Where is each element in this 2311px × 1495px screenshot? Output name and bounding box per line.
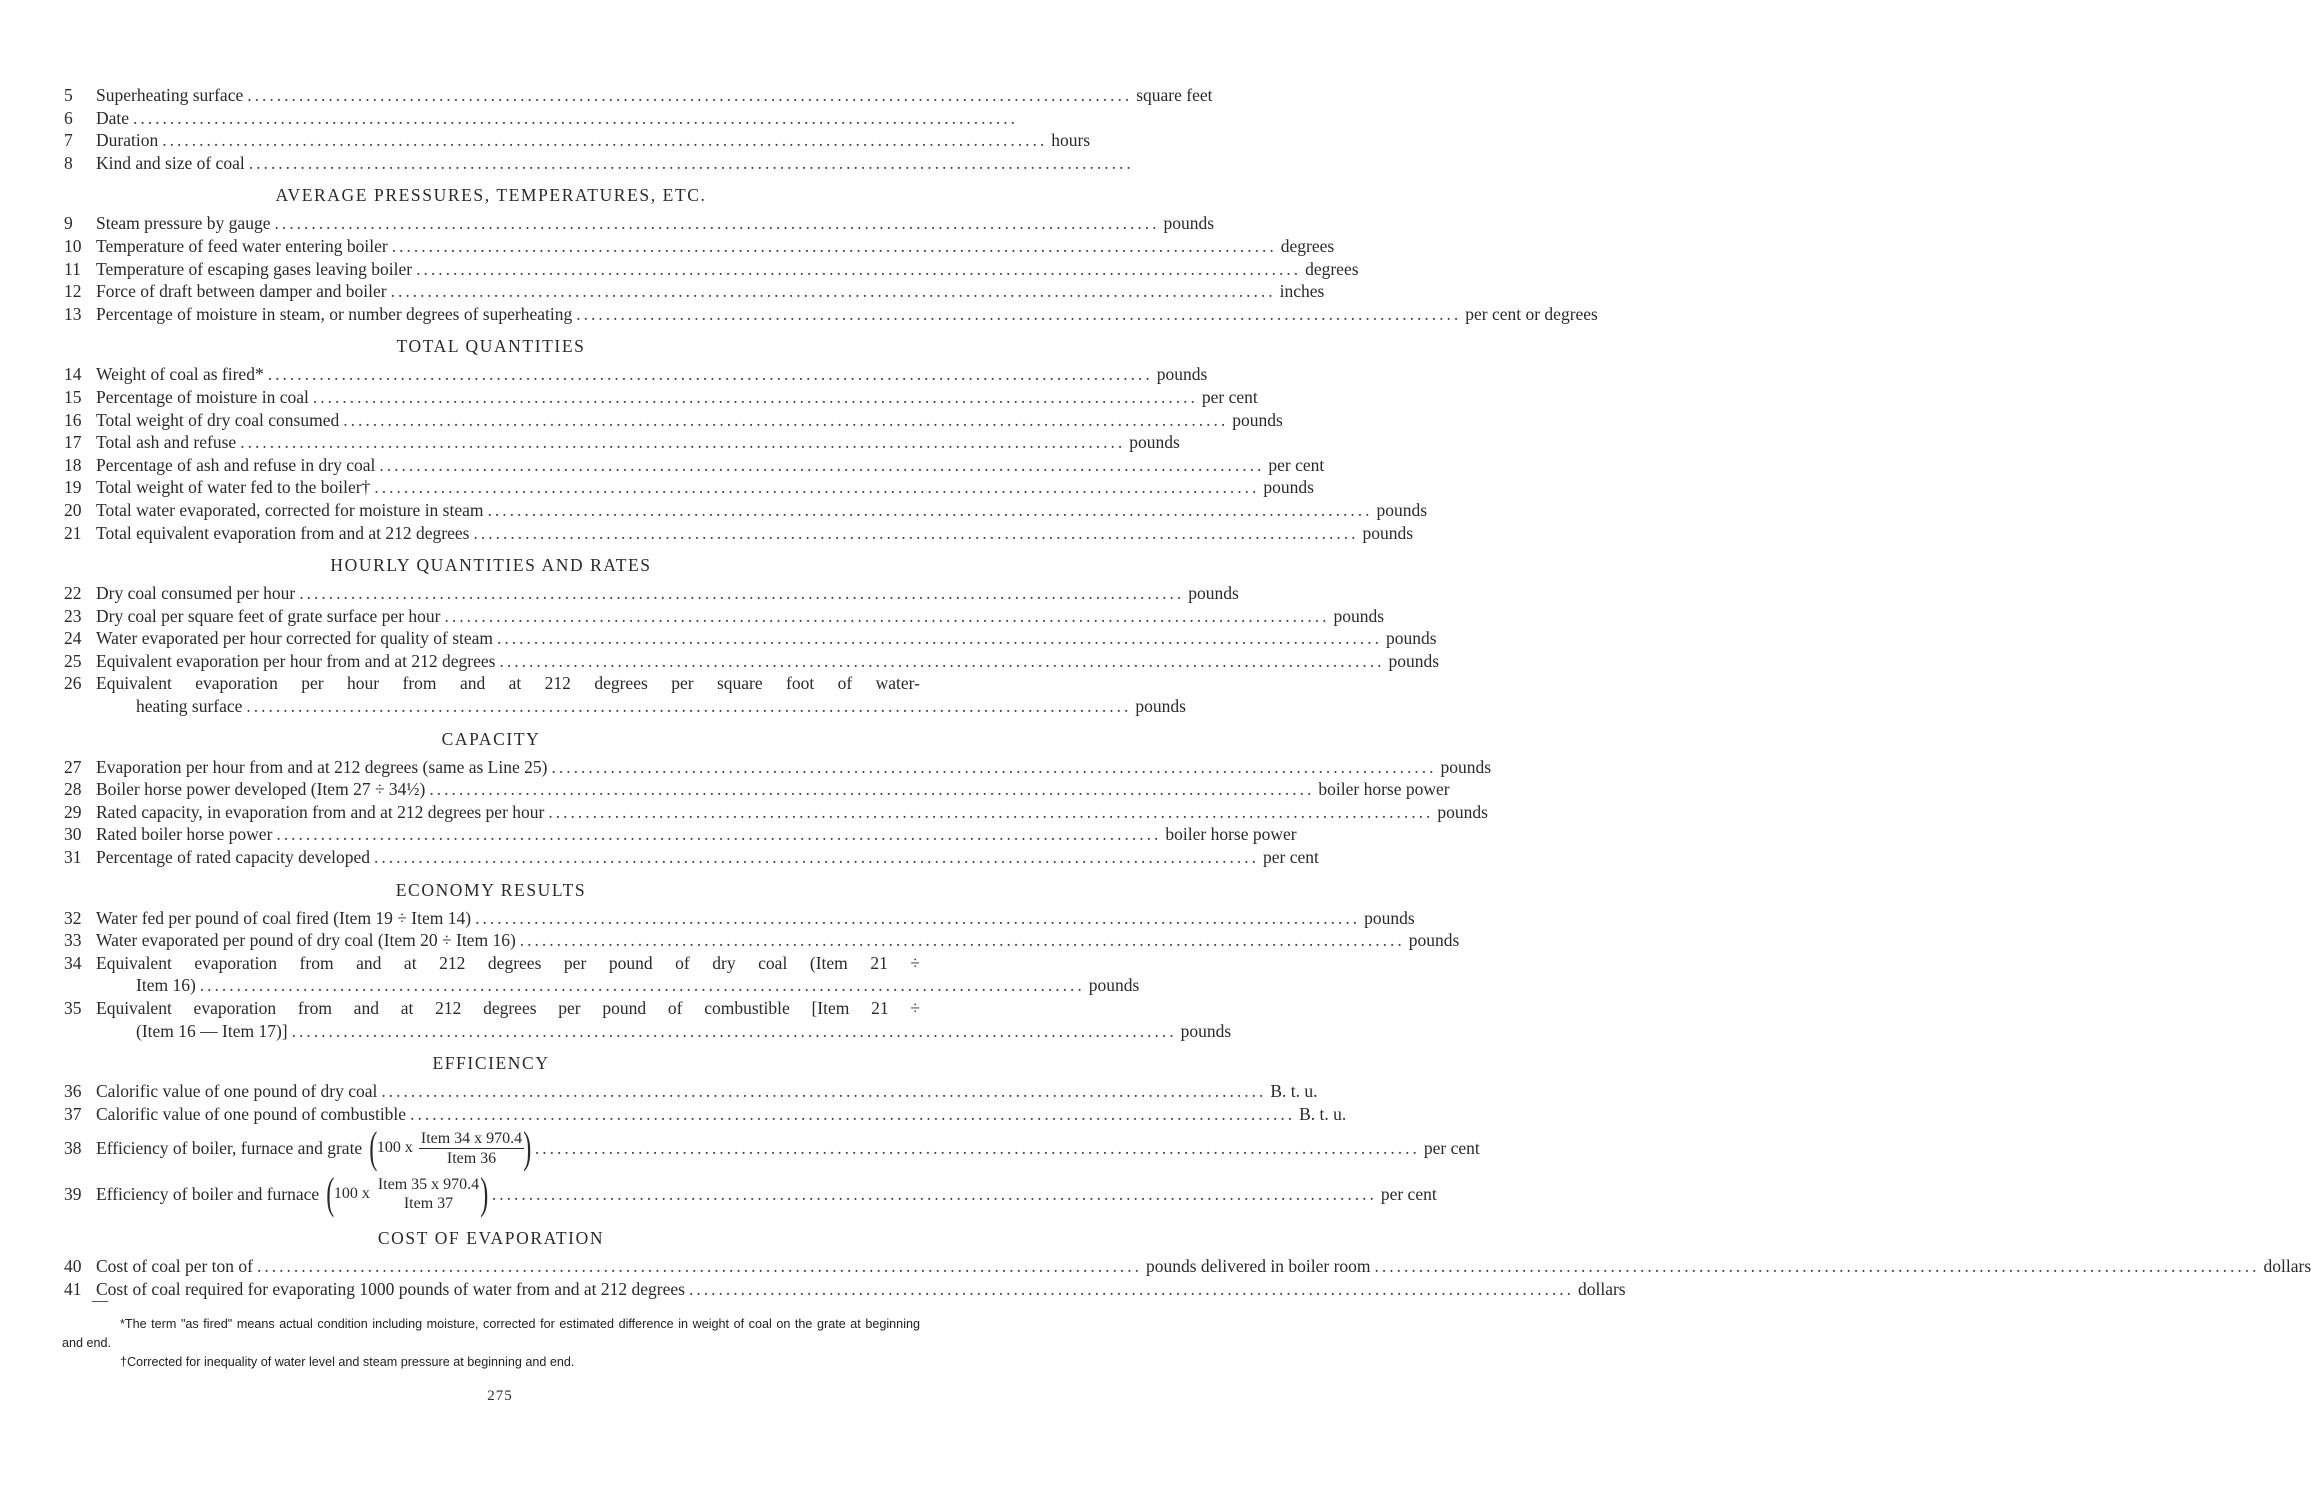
row-label: Item 16): [136, 975, 196, 996]
row-label: Boiler horse power developed (Item 27 ÷ 34½): [96, 779, 426, 800]
row-label: Total weight of dry coal consumed: [96, 409, 340, 430]
row-label: Water fed per pound of coal fired (Item 19 ÷ Item 14): [96, 907, 472, 928]
row-number: 34: [64, 952, 82, 973]
row-unit: pounds: [1163, 213, 1215, 234]
table-row: [62, 129, 1091, 152]
row-number: 20: [64, 499, 82, 520]
leader-dots: ........................................................................................................................: [519, 930, 1405, 951]
row-label: Kind and size of coal: [96, 152, 245, 173]
row-label: Total ash and refuse: [96, 432, 237, 453]
leader-dots: ........................................................................................................................: [133, 107, 1019, 128]
leader-dots: ........................................................................................................................: [299, 583, 1185, 604]
table-row: [62, 672, 920, 695]
formula: [369, 1123, 532, 1173]
row-number: 12: [64, 281, 82, 302]
leader-dots: ........................................................................................................................: [374, 847, 1260, 868]
row-label: Equivalent evaporation from and at 212 degrees per pound of combustible [Item 21 ÷: [96, 998, 920, 1018]
leader-dots: ........................................................................................................................: [487, 499, 1373, 520]
leader-dots: ........................................................................................................................: [162, 130, 1048, 151]
table-row: [62, 258, 1359, 281]
document-page: [62, 84, 2311, 1372]
row-number: 25: [64, 650, 82, 671]
row-unit: boiler horse power: [1318, 779, 1450, 800]
table-row: [62, 846, 1319, 869]
leader-dots: ........................................................................................................................: [390, 281, 1276, 302]
leader-dots: ........................................................................................................................: [548, 801, 1434, 822]
section-heading: CAPACITY: [441, 728, 541, 749]
row-label: Date: [96, 107, 130, 128]
row-label: Temperature of escaping gases leaving boiler: [96, 258, 413, 279]
table-row: [62, 929, 1460, 952]
row-unit: pounds: [1088, 975, 1140, 996]
row-number: 10: [64, 235, 82, 256]
section-heading: COST OF EVAPORATION: [377, 1228, 605, 1249]
row-label: Water evaporated per hour corrected for quality of steam: [96, 628, 494, 649]
leader-dots: ........................................................................................................................: [499, 650, 1385, 671]
table-row: [62, 823, 1297, 846]
row-label: Percentage of ash and refuse in dry coal: [96, 454, 376, 475]
row-unit: per cent or degrees: [1465, 303, 1598, 324]
table-row: [62, 84, 1213, 107]
row-label: heating surface: [136, 696, 243, 717]
table-row: [62, 152, 1134, 175]
leader-dots: ........................................................................................................................: [551, 756, 1437, 777]
row-label: Dry coal per square feet of grate surface per hour: [96, 605, 441, 626]
table-row: [62, 1278, 1626, 1301]
row-number: 11: [64, 258, 81, 279]
table-row: [62, 431, 1180, 454]
table-row: [62, 801, 1488, 824]
leader-dots: ........................................................................................................................: [1374, 1256, 2260, 1277]
leader-dots: ........................................................................................................................: [291, 1020, 1177, 1041]
leader-dots: ........................................................................................................................: [379, 454, 1265, 475]
leader-dots: ........................................................................................................................: [410, 1103, 1296, 1124]
row-label: Equivalent evaporation per hour from and at 212 degrees per square foot of water-: [96, 673, 920, 694]
leader-dots: ........................................................................................................................: [381, 1081, 1267, 1102]
table-row: [62, 499, 1428, 522]
row-label: Calorific value of one pound of dry coal: [96, 1081, 378, 1102]
leader-dots: ........................................................................................................................: [240, 432, 1126, 453]
leader-dots: ........................................................................................................................: [247, 85, 1133, 105]
leader-dots: ........................................................................................................................: [246, 696, 1132, 717]
row-unit: pounds: [1437, 801, 1488, 822]
row-number: 31: [64, 847, 82, 868]
section-cost: [62, 1255, 2311, 1300]
table-row: [62, 107, 1019, 130]
formula-fraction: [419, 1129, 524, 1168]
row-label: Superheating surface: [96, 85, 244, 105]
leader-dots: ........................................................................................................................: [491, 1183, 1377, 1204]
row-label: Evaporation per hour from and at 212 degrees (same as Line 25): [96, 756, 548, 777]
row-unit: pounds: [1333, 605, 1385, 626]
row-number: 41: [64, 1278, 82, 1299]
row-label: (Item 16 — Item 17)]: [136, 1020, 288, 1041]
table-row: [62, 952, 920, 975]
row-label: Cost of coal required for evaporating 1000 pounds of water from and at 212 degrees: [96, 1278, 685, 1299]
leader-dots: ........................................................................................................................: [312, 386, 1198, 407]
row-unit: dollars: [2263, 1256, 2311, 1277]
row-unit: boiler horse power: [1165, 824, 1297, 845]
fraction-numerator: Item 34 x 970.4: [420, 1129, 523, 1147]
row-unit: per cent: [1263, 847, 1319, 868]
leader-dots: ........................................................................................................................: [475, 907, 1361, 928]
formula-fraction: [376, 1175, 481, 1213]
row-label: Temperature of feed water entering boiler: [96, 235, 388, 256]
section-heading: TOTAL QUANTITIES: [396, 336, 586, 357]
row-number: 36: [64, 1081, 82, 1102]
open-paren-glyph: (: [326, 1169, 335, 1219]
close-paren-glyph: ): [523, 1123, 532, 1173]
section-efficiency: [62, 1080, 1480, 1219]
table-row: [62, 1080, 1318, 1103]
leader-dots: ........................................................................................................................: [576, 303, 1462, 324]
row-unit: pounds: [1129, 432, 1180, 453]
row-label: Total weight of water fed to the boiler†: [96, 477, 371, 498]
row-number: 8: [64, 152, 73, 173]
row-unit: pounds: [1135, 696, 1186, 717]
row-unit: per cent: [1268, 454, 1325, 475]
table-row-continuation: [62, 1020, 1232, 1043]
section-heading: ECONOMY RESULTS: [395, 879, 587, 900]
row-number: 29: [64, 801, 82, 822]
row-unit: pounds: [1180, 1020, 1232, 1041]
footnote-rule: [92, 1301, 108, 1302]
row-label: Calorific value of one pound of combustible: [96, 1103, 407, 1124]
table-row: [62, 778, 1450, 801]
page-number: 275: [487, 1388, 513, 1404]
section-capacity: [62, 756, 1491, 869]
row-number: 30: [64, 824, 82, 845]
row-label: Total equivalent evaporation from and at 212 degrees: [96, 522, 470, 543]
table-row: [62, 409, 1283, 432]
section-economy: [62, 907, 1460, 1043]
row-unit: B. t. u.: [1299, 1103, 1347, 1124]
row-unit: pounds: [1188, 583, 1239, 604]
row-number: 32: [64, 907, 82, 928]
row-unit: per cent: [1423, 1137, 1480, 1158]
table-row: [62, 582, 1239, 605]
table-row: [62, 907, 1415, 930]
leader-dots: ........................................................................................................................: [534, 1137, 1420, 1158]
row-label: Equivalent evaporation from and at 212 degrees per pound of dry coal (Item 21 ÷: [96, 952, 920, 973]
table-row: [62, 386, 1258, 409]
row-number: 19: [64, 477, 82, 498]
row-unit: pounds: [1156, 364, 1208, 385]
table-row: [62, 212, 1215, 235]
fraction-denominator: Item 37: [403, 1195, 454, 1213]
table-row: [62, 454, 1325, 477]
row-number: 21: [64, 522, 82, 543]
table-row-formula: [62, 1123, 1480, 1173]
leader-dots: ........................................................................................................................: [267, 364, 1153, 385]
fraction-numerator: Item 35 x 970.4: [377, 1176, 480, 1194]
leader-dots: ........................................................................................................................: [688, 1278, 1574, 1299]
leader-dots: ........................................................................................................................: [497, 628, 1383, 649]
footnotes: [62, 1315, 920, 1372]
table-row: [62, 363, 1208, 386]
section-heading: HOURLY QUANTITIES AND RATES: [330, 555, 652, 576]
formula-prefix: 100 x: [333, 1185, 370, 1203]
row-unit: square feet: [1136, 85, 1213, 105]
row-unit: hours: [1051, 130, 1091, 151]
row-number: 15: [64, 386, 82, 407]
section-total: [62, 363, 1428, 544]
leader-dots: ........................................................................................................................: [374, 477, 1260, 498]
row-unit: pounds: [1263, 477, 1314, 498]
table-row: [62, 1103, 1347, 1126]
close-paren-glyph: ): [480, 1169, 489, 1219]
leader-dots: ........................................................................................................................: [199, 975, 1085, 996]
row-label: Equivalent evaporation per hour from and at 212 degrees: [96, 650, 496, 671]
row-unit: inches: [1279, 281, 1325, 302]
row-label: Percentage of moisture in coal: [96, 386, 309, 407]
section-average: [62, 212, 1598, 325]
leader-dots: ........................................................................................................................: [444, 605, 1330, 626]
row-label: Duration: [96, 130, 159, 151]
row-number: 28: [64, 779, 82, 800]
leader-dots: ........................................................................................................................: [248, 152, 1134, 173]
row-label: Percentage of moisture in steam, or number degrees of superheating: [96, 303, 573, 324]
row-label: Dry coal consumed per hour: [96, 583, 296, 604]
footnote-corrected: †Corrected for inequality of water level and steam pressure at beginning and end.: [120, 1354, 575, 1369]
row-label: Rated boiler horse power: [96, 824, 273, 845]
row-unit: pounds: [1440, 756, 1491, 777]
fraction-denominator: Item 36: [446, 1149, 497, 1167]
row-number: 5: [64, 85, 73, 105]
section-hourly: [62, 582, 1440, 718]
row-number: 9: [64, 213, 73, 234]
section-heading: AVERAGE PRESSURES, TEMPERATURES, ETC.: [275, 185, 707, 206]
row-number: 38: [64, 1137, 82, 1158]
row-unit: degrees: [1280, 235, 1335, 256]
row-label: Water evaporated per pound of dry coal (Item 20 ÷ Item 16): [96, 930, 516, 951]
row-unit: per cent: [1380, 1183, 1437, 1204]
row-unit: pounds: [1362, 522, 1413, 543]
row-number: 13: [64, 303, 82, 324]
leader-dots: ........................................................................................................................: [416, 258, 1302, 279]
section-heading: EFFICIENCY: [432, 1053, 550, 1074]
row-unit: pounds: [1376, 499, 1428, 520]
row-label: Force of draft between damper and boiler: [96, 281, 387, 302]
table-row: [62, 303, 1598, 326]
table-row-continuation: [62, 695, 1186, 718]
row-label-continued: pounds delivered in boiler room: [1145, 1256, 1371, 1277]
row-number: 27: [64, 756, 82, 777]
table-row: [62, 522, 1413, 545]
leader-dots: ........................................................................................................................: [429, 779, 1315, 800]
row-label: Efficiency of boiler, furnace and grate: [96, 1137, 363, 1158]
table-row: [62, 235, 1335, 258]
row-number: 6: [64, 107, 73, 128]
row-number: 35: [64, 998, 82, 1018]
row-number: 23: [64, 605, 82, 626]
leader-dots: ........................................................................................................................: [276, 824, 1162, 845]
row-label: Rated capacity, in evaporation from and at 212 degrees per hour: [96, 801, 545, 822]
row-label: Total water evaporated, corrected for moisture in steam: [96, 499, 484, 520]
leader-dots: ........................................................................................................................: [256, 1256, 1142, 1277]
table-row: [62, 280, 1325, 303]
row-number: 26: [64, 673, 82, 694]
row-number: 33: [64, 930, 82, 951]
row-unit: B. t. u.: [1270, 1081, 1318, 1102]
leader-dots: ........................................................................................................................: [473, 522, 1359, 543]
row-number: 16: [64, 409, 82, 430]
row-unit: degrees: [1305, 258, 1359, 279]
table-row-formula: [62, 1169, 1437, 1219]
table-row: [62, 756, 1491, 779]
row-label: Cost of coal per ton of: [96, 1256, 253, 1277]
row-number: 14: [64, 364, 82, 385]
row-number: 37: [64, 1103, 82, 1124]
rows-top: [62, 84, 1213, 174]
row-number: 7: [64, 130, 73, 151]
row-label: Percentage of rated capacity developed: [96, 847, 371, 868]
row-unit: pounds: [1408, 930, 1460, 951]
row-number: 17: [64, 432, 82, 453]
row-unit: pounds: [1364, 907, 1415, 928]
table-row: [62, 627, 1437, 650]
footnote-as-fired: *The term "as fired" means actual condition including moisture, corrected for estimated difference in weight of coal on the grate at beginning and end.: [62, 1316, 920, 1350]
row-unit: dollars: [1577, 1278, 1626, 1299]
table-row: [62, 1255, 2311, 1278]
row-number: 22: [64, 583, 82, 604]
row-number: 24: [64, 628, 82, 649]
table-row: [62, 997, 920, 1020]
row-label: Efficiency of boiler and furnace: [96, 1183, 320, 1204]
formula: [326, 1169, 489, 1219]
row-number: 39: [64, 1183, 82, 1204]
table-row: [62, 605, 1385, 628]
row-unit: pounds: [1388, 650, 1440, 671]
row-unit: pounds: [1232, 409, 1283, 430]
table-row: [62, 650, 1440, 673]
row-label: Weight of coal as fired*: [96, 364, 264, 385]
leader-dots: ........................................................................................................................: [343, 409, 1229, 430]
row-number: 40: [64, 1256, 82, 1277]
row-number: 18: [64, 454, 82, 475]
open-paren-glyph: (: [369, 1123, 378, 1173]
row-unit: per cent: [1201, 386, 1258, 407]
formula-prefix: 100 x: [376, 1139, 413, 1157]
leader-dots: ........................................................................................................................: [274, 213, 1160, 234]
table-row-continuation: [62, 974, 1140, 997]
row-label: Steam pressure by gauge: [96, 213, 271, 234]
row-unit: pounds: [1386, 628, 1437, 649]
table-row: [62, 476, 1314, 499]
leader-dots: ........................................................................................................................: [391, 235, 1277, 256]
